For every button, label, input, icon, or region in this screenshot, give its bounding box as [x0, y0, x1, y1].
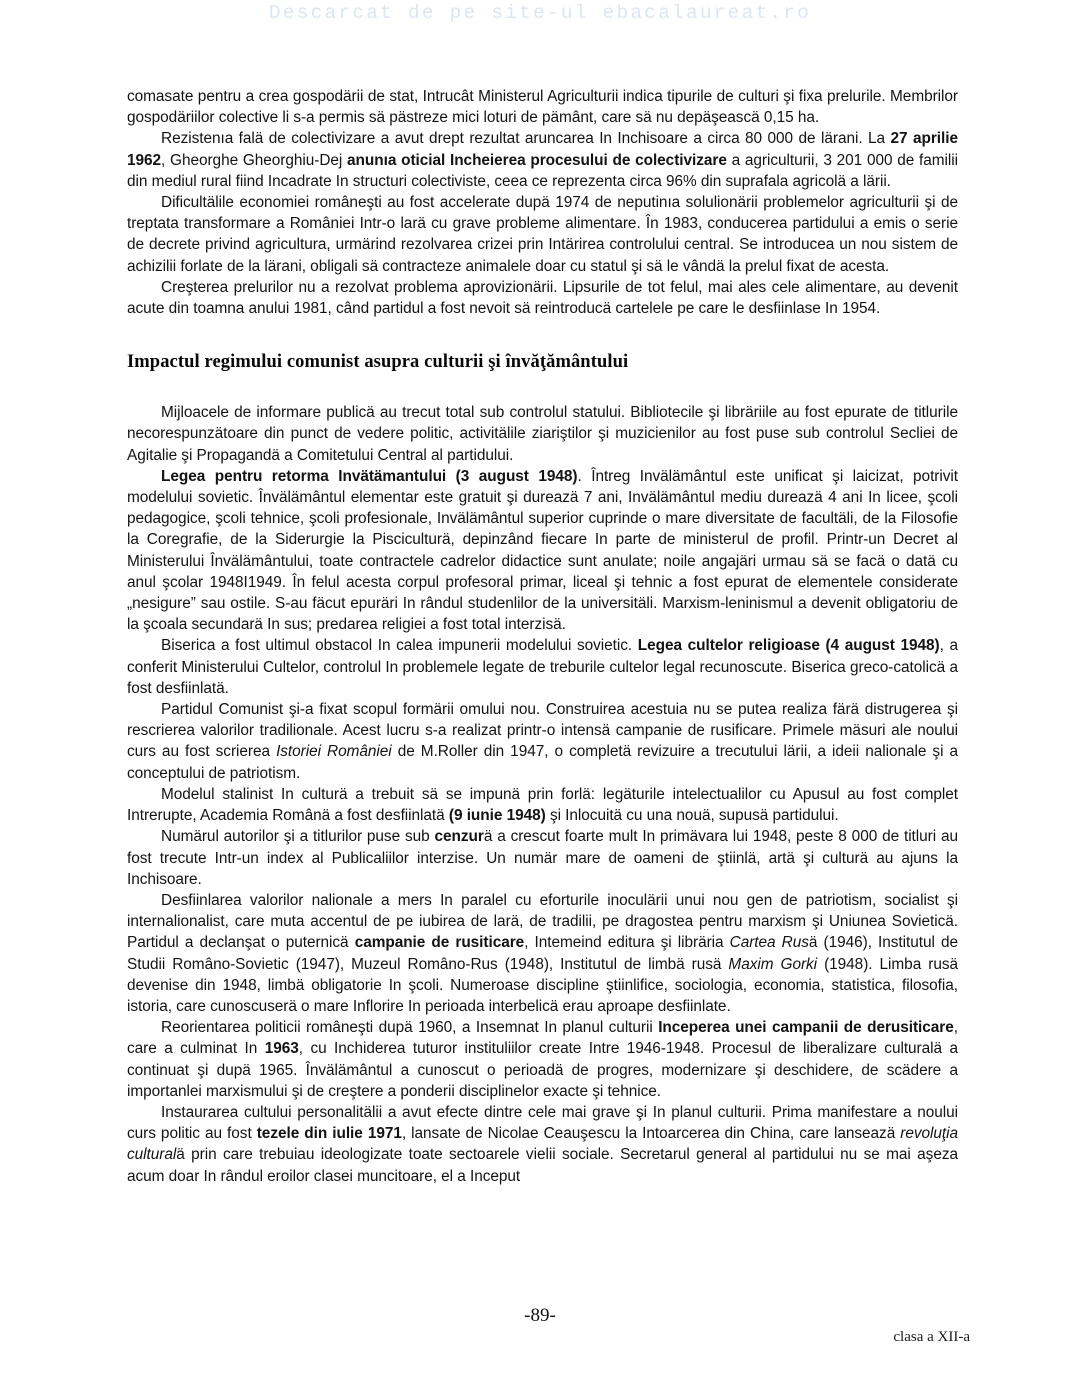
text-run: ä prin care trebuiau ideologizate toate sectoarele vielii sociale. Secretarul general al partidului nu se mai aşeza acum doar In rândul eroilor clasei muncitoare, el a Inceput	[127, 1146, 958, 1185]
heading-spacer-bottom	[127, 374, 958, 402]
text-run: , cu Inchiderea tuturor instituliilor create Intre 1946-1948. Procesul de liberalizare culturalä a continuat şi dupä 1965. Învälämântul a cunoscut o perioadä de progres, modernizare şi deschidere, de scädere a importanlei marxismului şi de creştere a ponderii disciplinelor exacte şi tehnice.	[127, 1040, 958, 1100]
paragraph-s8	[127, 1017, 958, 1102]
bold-run: (9 iunie 1948)	[448, 807, 546, 825]
paragraph-s4	[127, 699, 958, 784]
footer-class-label: clasa a XII-a	[893, 1329, 970, 1345]
paragraph-s5	[127, 784, 958, 826]
text-run: Desfiinlarea valorilor nalionale a mers In paralel cu eforturile inoculärii unui nou gen de patriotism, socialist şi internalionalist, care muta accentul de pe iubirea de larä, de tradilii, pe dragostea pentru marxism şi Uniunea Sovieticä. Partidul a declanşat o puternicä	[127, 891, 958, 952]
paragraph-s9	[127, 1102, 958, 1187]
italic-run: Maxim Gorki	[728, 955, 818, 973]
text-run: ä (1946), Institutul de Studii Româno-Sovietic (1947), Muzeul Româno-Rus (1948), Institutul de limbä rusä	[127, 934, 958, 973]
paragraph-s7	[127, 890, 958, 1017]
text-run: , a conferit Ministerului Cultelor, controlul In problemele legate de treburile cultelor legal recunoscute. Biserica greco-catolicä a fost desfiinlatä.	[127, 637, 959, 697]
text-column	[127, 86, 958, 1187]
section-paragraphs	[127, 402, 958, 1187]
bold-run: campanie de rusiticare	[354, 934, 525, 952]
paragraph-p2	[127, 128, 958, 192]
text-run: , Gheorghe Gheorghiu-Dej	[161, 151, 348, 169]
text-run: . Întreg Invälämântul este unificat şi laicizat, potrivit modelului sovietic. Învälämântul elementar este gratuit şi dureazä 7 ani, Invälämântul mediu dureazä 4 ani In licee, şcoli pedagogice, şcoli tehnice, şcoli profesionale, Invälämântul superior cuprinde o mare diversitate de facultäli, de la Filosofie la Coregrafie, de la Siderurgie la Pisciculturä, depinzând fiecare In parte de ministerul de profil. Printr-un Decret al Ministerului Învälämântului, toate contractele cadrelor didactice sunt anulate; noile angajäri urmau sä se facä o datä cu anul şcolar 1948I1949. În felul acesta corpul profesoral primar, liceal şi tehnic a fost epurat de elementele considerate „nesigure” sau ostile. S-au fäcut epuräri In rândul studenlilor de la universitäli. Marxism-leninismul a devenit obligatoriu de la şcoala secundarä In sus; predarea religiei a fost total interzisä.	[127, 467, 958, 634]
text-run: Modelul stalinist In culturä a trebuit sä se impunä prin forlä: legäturile intelectualilor cu Apusul au fost complet Intrerupte, Academia Românä a fost desfiinlatä	[127, 785, 958, 825]
text-run: de M.Roller din 1947, o completä revizuire a trecutului lärii, a ideii nalionale şi a conceptului de patriotism.	[127, 743, 958, 782]
text-run: , Intemeind editura şi libräria	[524, 934, 730, 952]
paragraph-s1	[127, 402, 958, 466]
text-run: comasate pentru a crea gospodärii de stat, Intrucât Ministerul Agriculturii indica tipurile de culturi şi fixa prelurile. Membrilor gospodäriilor colective li s-a permis sä pästreze mici loturi de pämânt, care sä nu depäşeascä 0,15 ha.	[127, 88, 958, 127]
watermark-text: Descarcat de pe site-ul ebacalaureat.ro	[268, 2, 812, 24]
text-run: Rezistenıa falä de colectivizare a avut drept rezultat aruncarea In Inchisoare a circa 80 000 de lärani. La	[161, 130, 891, 148]
bold-run: Legea cultelor religioase (4 august 1948)	[637, 637, 940, 655]
italic-run: revoluţia cultural	[127, 1125, 958, 1164]
intro-paragraphs	[127, 86, 958, 319]
paragraph-s6	[127, 826, 958, 890]
bold-run: tezele din iulie 1971	[256, 1125, 402, 1143]
text-run: Reorientarea politicii româneşti dupä 1960, a Insemnat In planul culturii	[161, 1019, 659, 1037]
section-heading: Impactul regimului comunist asupra culturii şi învăţământului	[127, 352, 629, 373]
page-footer	[0, 1305, 1080, 1375]
text-run: Mijloacele de informare publicä au trecut total sub controlul statului. Bibliotecile şi libräriile au fost epurate de titlurile necorespunzätoare din punct de vedere politic, activitälile ziariştilor şi muzicienilor au fost puse sub controlul Secliei de Agitalie şi Propagandä a Comitetului Central al partidului.	[127, 404, 958, 464]
text-run: ä a crescut foarte mult In primävara lui 1948, peste 8 000 de titluri au fost trecute Intr-un index al Publicaliilor interzise. Un numär mare de oameni de ştiinlä, artä şi culturä au ajuns la Inchisoare.	[127, 828, 958, 888]
paragraph-p4	[127, 277, 958, 319]
text-run: Dificultälile economiei româneşti au fost accelerate dupä 1974 de neputinıa solulionärii problemelor agriculturii şi de treptata transformare a României Intr-o larä cu grave probleme alimentare. În 1983, conducerea partidului a emis o serie de decrete privind agricultura, urmärind rezolvarea crizei prin Intärirea controlului central. Se introducea un nou sistem de achizilii forlate de la lärani, obligali sä contracteze animalele doar cu statul şi sä le vândä la prelul fixat de acesta.	[127, 194, 958, 275]
page-number: -89-	[524, 1305, 556, 1326]
text-run: , care a culminat In	[127, 1019, 958, 1058]
paragraph-p1	[127, 86, 958, 128]
paragraph-p3	[127, 192, 958, 277]
bold-run: Legea pentru retorma Invätämantului (3 august 1948)	[161, 467, 578, 485]
text-run: Instaurarea cultului personalitälii a avut efecte dintre cele mai grave şi In planul culturii. Prima manifestare a noului curs politic au fost	[127, 1103, 958, 1143]
bold-run: anunıa oticial Incheierea procesului de colectivizare	[347, 151, 727, 169]
bold-run: 27 aprilie 1962	[127, 130, 958, 169]
heading-spacer-top	[127, 319, 958, 350]
text-run: Partidul Comunist şi-a fixat scopul formärii omului nou. Construirea acestuia nu se putea realiza färä distrugerea şi rescrierea valorilor tradilionale. Acest lucru s-a realizat printr-o intensä campanie de rusificare. Primele mäsuri ale noului curs au fost scrierea	[127, 701, 958, 761]
paragraph-s2	[127, 466, 958, 636]
text-run: Numärul autorilor şi a titlurilor puse sub	[161, 828, 435, 846]
bold-run: Inceperea unei campanii de derusiticare	[658, 1019, 954, 1037]
paragraph-s3	[127, 635, 958, 699]
text-run: a agriculturii, 3 201 000 de familii din mediul rural fiind Incadrate In structuri colectiviste, ceea ce reprezenta circa 96% din suprafala agricolä a lärii.	[127, 151, 958, 190]
text-run: Biserica a fost ultimul obstacol In calea impunerii modelului sovietic.	[161, 637, 638, 655]
italic-run: Cartea Rus	[729, 934, 809, 952]
italic-run: Istoriei României	[276, 743, 392, 761]
text-run: Creşterea prelurilor nu a rezolvat problema aprovizionärii. Lipsurile de tot felul, mai ales cele alimentare, au devenit acute din toamna anului 1981, când partidul a fost nevoit sä reintroducä cartelele pe care le desfiinlase In 1954.	[127, 278, 958, 318]
text-run: (1948). Limba rusä devenise din 1948, limbä obligatorie In şcoli. Numeroase discipline ştiinlifice, sociologia, economia, statistica, filosofia, istoria, care cunoscuserä o mare Inflorire In perioada interbelicä erau aproape desfiinlate.	[127, 955, 958, 1015]
bold-run: 1963	[264, 1040, 299, 1058]
bold-run: cenzur	[434, 828, 484, 846]
text-run: , lansate de Nicolae Ceauşescu la Intoarcerea din China, care lanseazä	[401, 1125, 901, 1143]
text-run: şi Inlocuitä cu una nouä, supusä partidului.	[545, 807, 839, 825]
